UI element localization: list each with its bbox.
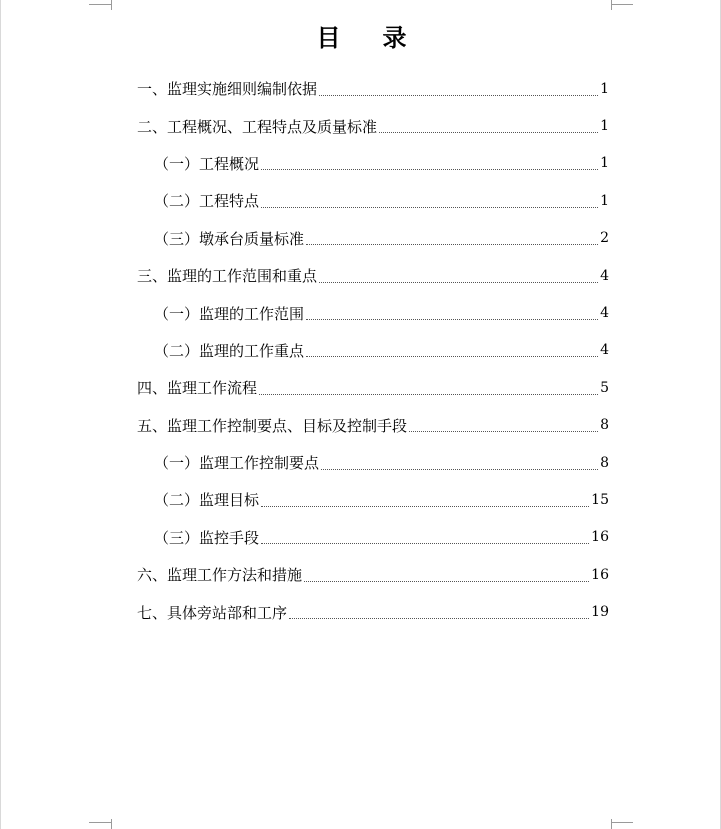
toc-entry[interactable] xyxy=(137,220,609,257)
page-title xyxy=(1,18,721,53)
toc-entry[interactable] xyxy=(137,182,609,219)
toc-entry-label: （一）监理工作控制要点 xyxy=(154,454,320,473)
toc-dot-leader xyxy=(261,542,589,544)
toc-entry[interactable] xyxy=(137,444,609,481)
toc-entry-page-number: 19 xyxy=(591,604,609,621)
toc-entry[interactable] xyxy=(137,332,609,369)
toc-dot-leader xyxy=(306,243,598,245)
toc-entry-page-number: 16 xyxy=(591,566,609,583)
toc-entry-label: （二）监理的工作重点 xyxy=(154,341,305,360)
toc-dot-leader xyxy=(261,168,598,170)
toc-entry-page-number: 8 xyxy=(600,417,609,434)
crop-mark xyxy=(611,819,612,829)
title-char-left: 目 xyxy=(316,23,341,52)
toc-entry-label: 二、工程概况、工程特点及质量标准 xyxy=(137,117,378,136)
toc-dot-leader xyxy=(319,281,598,283)
crop-mark xyxy=(611,822,633,823)
toc-entry-page-number: 1 xyxy=(600,155,609,172)
toc-entry-label: 五、监理工作控制要点、目标及控制手段 xyxy=(137,416,408,435)
toc-dot-leader xyxy=(306,318,598,320)
toc-entry[interactable] xyxy=(137,407,609,444)
toc-entry[interactable] xyxy=(137,481,609,518)
toc-dot-leader xyxy=(306,355,598,357)
toc-entry-label: （三）墩承台质量标准 xyxy=(154,229,305,248)
toc-dot-leader xyxy=(304,580,589,582)
toc-entry-label: （三）监控手段 xyxy=(154,528,260,547)
toc-entry[interactable] xyxy=(137,556,609,593)
crop-mark xyxy=(89,4,111,5)
toc-entry-page-number: 16 xyxy=(591,529,609,546)
crop-mark xyxy=(111,819,112,829)
toc-dot-leader xyxy=(319,94,598,96)
toc-entry-page-number: 5 xyxy=(600,379,609,396)
toc-entry-page-number: 4 xyxy=(600,342,609,359)
toc-entry-label: （一）工程概况 xyxy=(154,154,260,173)
crop-mark xyxy=(611,0,612,10)
crop-mark xyxy=(89,822,111,823)
toc-dot-leader xyxy=(289,617,589,619)
toc-entry-label: 三、监理的工作范围和重点 xyxy=(137,267,318,286)
toc-entry[interactable] xyxy=(137,519,609,556)
toc-entry[interactable] xyxy=(137,70,609,107)
toc-entry-label: 七、具体旁站部和工序 xyxy=(137,603,288,622)
title-char-right: 录 xyxy=(382,23,407,52)
toc-entry-page-number: 4 xyxy=(600,305,609,322)
toc-entry-page-number: 1 xyxy=(600,80,609,97)
toc-entry[interactable] xyxy=(137,369,609,406)
toc-entry[interactable] xyxy=(137,145,609,182)
toc-entry[interactable] xyxy=(137,593,609,630)
toc-dot-leader xyxy=(259,393,598,395)
toc-entry-page-number: 1 xyxy=(600,118,609,135)
toc-dot-leader xyxy=(321,468,598,470)
toc-entry-label: （二）监理目标 xyxy=(154,491,260,510)
toc-entry-label: 六、监理工作方法和措施 xyxy=(137,566,303,585)
toc-entry[interactable] xyxy=(137,107,609,144)
toc-entry-page-number: 1 xyxy=(600,192,609,209)
toc-entry-page-number: 8 xyxy=(600,454,609,471)
toc-entry[interactable] xyxy=(137,294,609,331)
toc-entry[interactable] xyxy=(137,257,609,294)
toc-dot-leader xyxy=(409,430,598,432)
crop-mark xyxy=(611,4,633,5)
toc-dot-leader xyxy=(379,131,598,133)
toc-dot-leader xyxy=(261,505,589,507)
table-of-contents xyxy=(137,70,609,631)
toc-dot-leader xyxy=(261,206,598,208)
toc-entry-label: （一）监理的工作范围 xyxy=(154,304,305,323)
toc-entry-label: 四、监理工作流程 xyxy=(137,379,258,398)
toc-entry-label: 一、监理实施细则编制依据 xyxy=(137,80,318,99)
toc-entry-label: （二）工程特点 xyxy=(154,192,260,211)
crop-mark xyxy=(111,0,112,10)
toc-entry-page-number: 2 xyxy=(600,230,609,247)
toc-entry-page-number: 4 xyxy=(600,267,609,284)
toc-entry-page-number: 15 xyxy=(591,491,609,508)
